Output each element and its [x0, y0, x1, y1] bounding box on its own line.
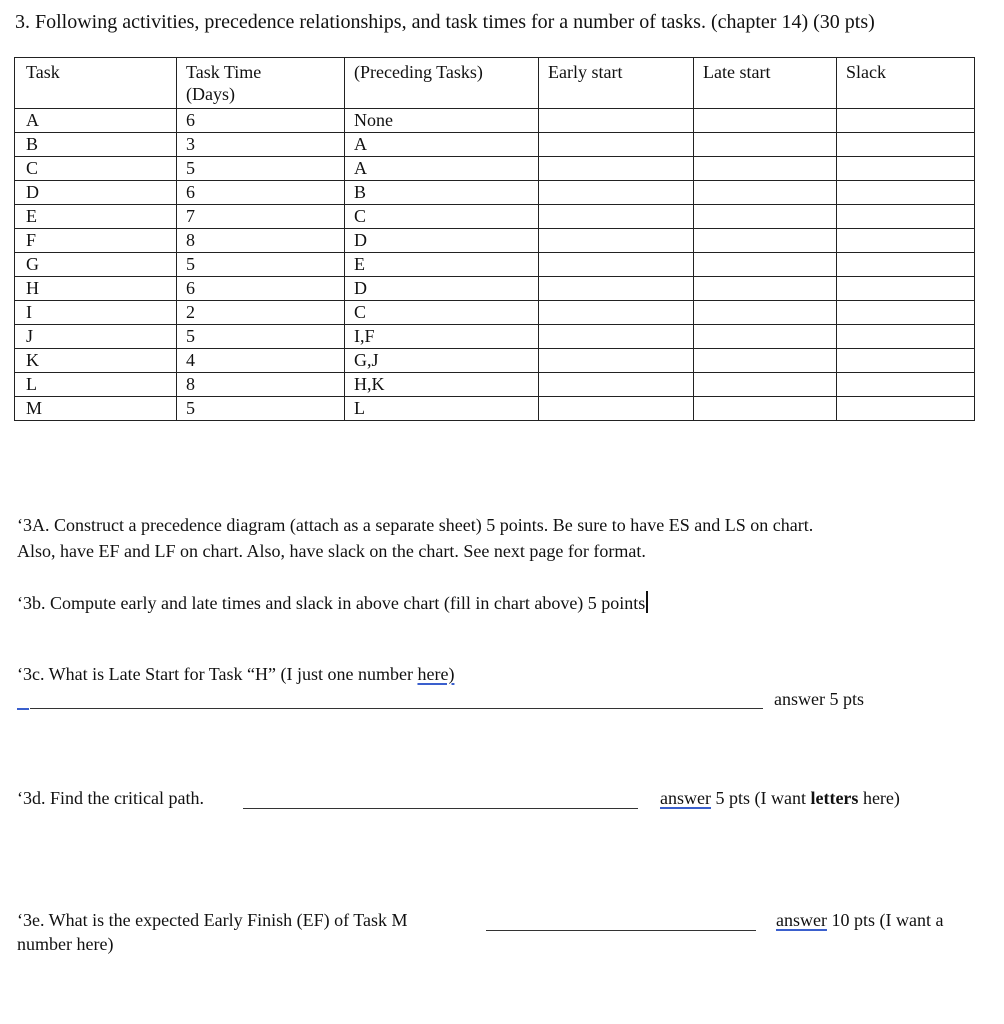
answer-3d-label [640, 788, 900, 809]
time-cell: 5 [177, 325, 345, 349]
table-row [15, 349, 975, 373]
slack-cell[interactable] [837, 373, 975, 397]
time-cell: 6 [177, 181, 345, 205]
header-early-start: Early start [539, 58, 694, 109]
header-late-start: Late start [694, 58, 837, 109]
early-start-cell[interactable] [539, 277, 694, 301]
slack-cell[interactable] [837, 397, 975, 421]
preceding-cell: I,F [345, 325, 539, 349]
time-cell: 4 [177, 349, 345, 373]
early-start-cell[interactable] [539, 397, 694, 421]
header-slack: Slack [837, 58, 975, 109]
table-row [15, 133, 975, 157]
header-task: Task [15, 58, 177, 109]
late-start-cell[interactable] [694, 277, 837, 301]
preceding-cell: None [345, 109, 539, 133]
slack-cell[interactable] [837, 301, 975, 325]
task-cell: F [15, 229, 177, 253]
slack-cell[interactable] [837, 277, 975, 301]
late-start-cell[interactable] [694, 181, 837, 205]
answer-3e-label [756, 910, 943, 931]
text-cursor [646, 591, 648, 613]
late-start-cell[interactable] [694, 397, 837, 421]
table-row [15, 301, 975, 325]
early-start-cell[interactable] [539, 349, 694, 373]
task-cell: E [15, 205, 177, 229]
early-start-cell[interactable] [539, 373, 694, 397]
time-cell: 5 [177, 253, 345, 277]
answer-3e-points: 10 pts (I want a [826, 910, 944, 930]
late-start-cell[interactable] [694, 205, 837, 229]
table-header-row [15, 58, 975, 109]
late-start-cell[interactable] [694, 109, 837, 133]
slack-cell[interactable] [837, 253, 975, 277]
late-start-cell[interactable] [694, 133, 837, 157]
time-cell: 6 [177, 109, 345, 133]
early-start-cell[interactable] [539, 301, 694, 325]
early-start-cell[interactable] [539, 157, 694, 181]
time-cell: 8 [177, 229, 345, 253]
question-3a-line2: Also, have EF and LF on chart. Also, have slack on the chart. See next page for format. [17, 541, 646, 561]
task-cell: M [15, 397, 177, 421]
late-start-cell[interactable] [694, 325, 837, 349]
early-start-cell[interactable] [539, 325, 694, 349]
table-row [15, 373, 975, 397]
header-preceding-tasks: (Preceding Tasks) [345, 58, 539, 109]
time-cell: 2 [177, 301, 345, 325]
task-cell: B [15, 133, 177, 157]
task-cell: J [15, 325, 177, 349]
slack-cell[interactable] [837, 181, 975, 205]
table-row [15, 229, 975, 253]
preceding-cell: C [345, 301, 539, 325]
question-3a-line1: ‘3A. Construct a precedence diagram (attach as a separate sheet) 5 points. Be sure to have ES and LS on chart. [17, 515, 814, 535]
late-start-cell[interactable] [694, 349, 837, 373]
question-3d-text: ‘3d. Find the critical path. [17, 788, 204, 808]
early-start-cell[interactable] [539, 205, 694, 229]
late-start-cell[interactable] [694, 229, 837, 253]
time-cell: 7 [177, 205, 345, 229]
preceding-cell: D [345, 277, 539, 301]
table-row [15, 253, 975, 277]
answer-3c-label: answer 5 pts [774, 689, 864, 709]
answer-3e-line[interactable] [486, 930, 756, 931]
slack-cell[interactable] [837, 109, 975, 133]
answer-line-start-mark [17, 708, 29, 710]
preceding-cell: D [345, 229, 539, 253]
answer-3e-word: answer [776, 910, 827, 930]
answer-3d-bold: letters [810, 788, 859, 808]
question-3c-underlined: here) [417, 664, 455, 684]
table-row [15, 181, 975, 205]
early-start-cell[interactable] [539, 229, 694, 253]
task-cell: D [15, 181, 177, 205]
time-cell: 8 [177, 373, 345, 397]
table-row [15, 325, 975, 349]
task-cell: K [15, 349, 177, 373]
task-cell: C [15, 157, 177, 181]
table-row [15, 205, 975, 229]
task-cell: I [15, 301, 177, 325]
answer-3c-line[interactable] [30, 708, 763, 709]
early-start-cell[interactable] [539, 181, 694, 205]
table-row [15, 109, 975, 133]
answer-3d-points: 5 pts (I want [710, 788, 811, 808]
header-task-time: Task Time (Days) [177, 58, 345, 109]
question-3c [17, 664, 466, 685]
question-3e-text: ‘3e. What is the expected Early Finish (EF) of Task M [17, 910, 408, 930]
early-start-cell[interactable] [539, 133, 694, 157]
preceding-cell: A [345, 133, 539, 157]
time-cell: 3 [177, 133, 345, 157]
answer-3d-word: answer [660, 788, 711, 808]
answer-3d-tail: here) [858, 788, 900, 808]
question-3b-text: ‘3b. Compute early and late times and slack in above chart (fill in chart above) 5 points [17, 593, 646, 613]
answer-3d-line[interactable] [243, 808, 638, 809]
preceding-cell: E [345, 253, 539, 277]
task-cell: L [15, 373, 177, 397]
table-row [15, 397, 975, 421]
time-cell: 5 [177, 157, 345, 181]
late-start-cell[interactable] [694, 253, 837, 277]
late-start-cell[interactable] [694, 157, 837, 181]
table-row [15, 277, 975, 301]
task-table [14, 57, 975, 421]
question-3b [17, 591, 648, 614]
question-3c-text: ‘3c. What is Late Start for Task “H” (I just one number [17, 664, 418, 684]
late-start-cell[interactable] [694, 373, 837, 397]
late-start-cell[interactable] [694, 301, 837, 325]
task-cell: A [15, 109, 177, 133]
preceding-cell: A [345, 157, 539, 181]
task-cell: H [15, 277, 177, 301]
time-cell: 5 [177, 397, 345, 421]
early-start-cell[interactable] [539, 109, 694, 133]
task-cell: G [15, 253, 177, 277]
slack-cell[interactable] [837, 229, 975, 253]
question-title: 3. Following activities, precedence relationships, and task times for a number of tasks. (chapter 14) (30 pts) [15, 11, 875, 33]
slack-cell[interactable] [837, 205, 975, 229]
early-start-cell[interactable] [539, 253, 694, 277]
time-cell: 6 [177, 277, 345, 301]
table-row [15, 157, 975, 181]
question-3e-line2: number here) [17, 934, 114, 954]
slack-cell[interactable] [837, 157, 975, 181]
preceding-cell: C [345, 205, 539, 229]
slack-cell[interactable] [837, 325, 975, 349]
preceding-cell: H,K [345, 373, 539, 397]
preceding-cell: L [345, 397, 539, 421]
preceding-cell: B [345, 181, 539, 205]
slack-cell[interactable] [837, 349, 975, 373]
preceding-cell: G,J [345, 349, 539, 373]
slack-cell[interactable] [837, 133, 975, 157]
